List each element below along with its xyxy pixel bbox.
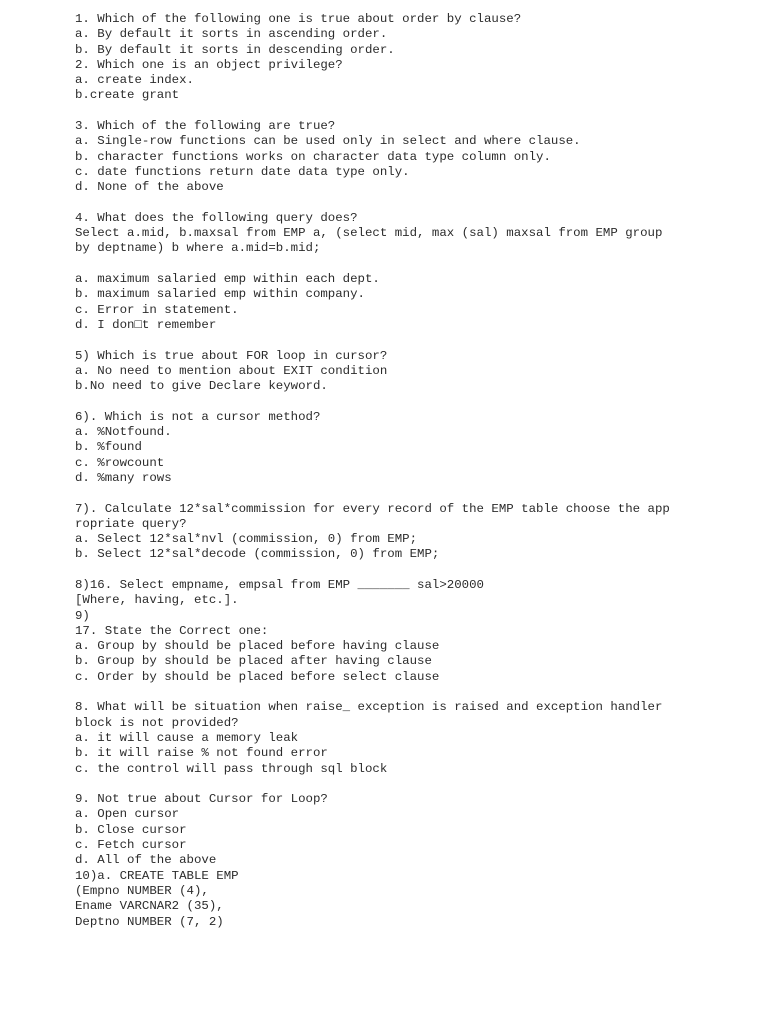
text-line: a. Open cursor	[75, 807, 180, 822]
text-line: d. All of the above	[75, 853, 217, 868]
text-line: 6). Which is not a cursor method?	[75, 409, 321, 424]
text-line: d. None of the above	[75, 180, 224, 195]
text-line: c. Order by should be placed before select clause	[75, 669, 440, 684]
text-line: b. By default it sorts in descending order.	[75, 42, 395, 57]
text-line: b. Close cursor	[75, 822, 187, 837]
text-line: a. Single-row functions can be used only in select and where clause.	[75, 134, 581, 149]
text-line: 1. Which of the following one is true about order by clause?	[75, 12, 522, 26]
text-line: c. Error in statement.	[75, 302, 239, 317]
text-line: c. the control will pass through sql block	[75, 761, 388, 776]
text-line: d. %many rows	[75, 470, 172, 485]
text-line: 8)16. Select empname, empsal from EMP _______ sal>20000	[75, 577, 484, 592]
text-line: Deptno NUMBER (7, 2)	[75, 914, 224, 929]
text-line: 8. What will be situation when raise_ exception is raised and exception handler	[75, 700, 663, 715]
text-line: b.No need to give Declare keyword.	[75, 379, 328, 394]
text-line: [Where, having, etc.].	[75, 593, 239, 608]
text-line: a. Select 12*sal*nvl (commission, 0) from EMP;	[75, 532, 418, 547]
blank-line	[75, 394, 755, 409]
text-line: b. Group by should be placed after having clause	[75, 654, 432, 669]
text-line: (Empno NUMBER (4),	[75, 883, 209, 898]
text-line: a. create index.	[75, 73, 194, 88]
text-line: 4. What does the following query does?	[75, 210, 358, 225]
text-line: b. character functions works on character data type column only.	[75, 149, 551, 164]
text-line: Ename VARCNAR2 (35),	[75, 899, 224, 914]
text-line: c. %rowcount	[75, 455, 165, 470]
text-line: ropriate query?	[75, 516, 187, 531]
text-line: a. it will cause a memory leak	[75, 730, 299, 745]
blank-line	[75, 196, 755, 211]
text-line: c. date functions return date data type only.	[75, 164, 410, 179]
text-line: Select a.mid, b.maxsal from EMP a, (select mid, max (sal) maxsal from EMP group	[75, 226, 663, 241]
text-line: d. I don□t remember	[75, 317, 217, 332]
text-line: b.create grant	[75, 88, 180, 103]
text-line: 2. Which one is an object privilege?	[75, 57, 343, 72]
text-line: 10)a. CREATE TABLE EMP	[75, 868, 239, 883]
blank-line	[75, 777, 755, 792]
text-line: 3. Which of the following are true?	[75, 119, 336, 134]
blank-line	[75, 104, 755, 119]
text-line: by deptname) b where a.mid=b.mid;	[75, 241, 321, 256]
text-line: b. maximum salaried emp within company.	[75, 287, 365, 302]
text-line: 9. Not true about Cursor for Loop?	[75, 792, 328, 807]
text-line: 9)	[75, 608, 90, 623]
text-line: a. No need to mention about EXIT condition	[75, 363, 388, 378]
blank-line	[75, 486, 755, 501]
text-line: a. maximum salaried emp within each dept.	[75, 272, 380, 287]
text-line: 7). Calculate 12*sal*commission for every record of the EMP table choose the app	[75, 501, 670, 516]
document-page	[75, 12, 755, 930]
text-line: 5) Which is true about FOR loop in cursor?	[75, 348, 388, 363]
blank-line	[75, 333, 755, 348]
text-line: b. %found	[75, 440, 142, 455]
text-line: a. By default it sorts in ascending order.	[75, 27, 388, 42]
text-line: 17. State the Correct one:	[75, 623, 269, 638]
text-line: b. it will raise % not found error	[75, 746, 328, 761]
text-line: a. %Notfound.	[75, 425, 172, 440]
text-line: c. Fetch cursor	[75, 838, 187, 853]
blank-line	[75, 563, 755, 578]
blank-line	[75, 685, 755, 700]
text-line: a. Group by should be placed before having clause	[75, 639, 440, 654]
blank-line	[75, 257, 755, 272]
text-line: b. Select 12*sal*decode (commission, 0) from EMP;	[75, 547, 440, 562]
text-line: block is not provided?	[75, 715, 239, 730]
